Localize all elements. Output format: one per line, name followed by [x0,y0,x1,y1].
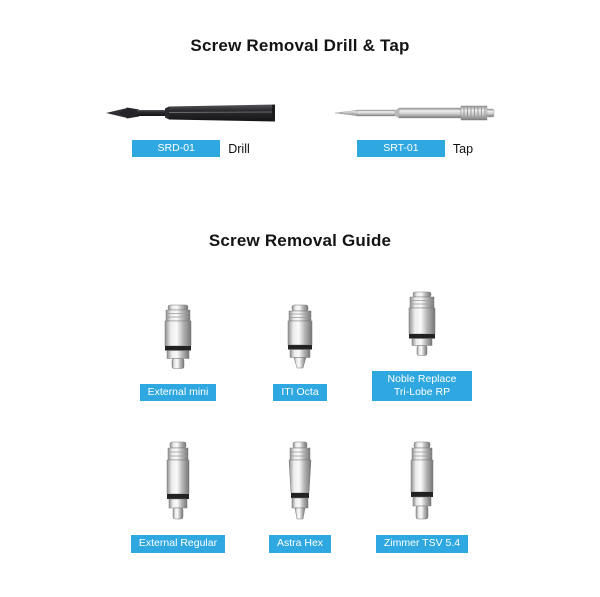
drill-code-badge: SRD-01 [132,140,220,157]
drill-tap-row [0,100,600,157]
guide-item-iti-octa [239,304,361,401]
external-mini-illustration [160,304,196,370]
tap-label: Tap [452,141,474,156]
tap-item [335,100,495,157]
tap-code-badge: SRT-01 [357,140,445,157]
iti-octa-badge: ITI Octa [273,384,326,401]
guide-item-noble-replace [361,291,483,401]
noble-replace-illustration [404,291,440,357]
zimmer-tsv-illustration [406,441,438,521]
astra-hex-illustration [284,441,316,521]
external-regular-badge: External Regular [131,535,225,552]
section-title-drill-tap: Screw Removal Drill & Tap [190,36,410,55]
guide-item-external-regular [117,441,239,552]
guide-row-1 [0,291,600,401]
drill-label: Drill [228,141,250,156]
tap-caption [357,140,473,157]
drill-item [105,100,277,157]
astra-hex-badge: Astra Hex [269,535,331,552]
external-mini-badge: External mini [140,384,217,401]
guide-row-2 [0,441,600,552]
zimmer-tsv-badge: Zimmer TSV 5.4 [376,535,468,552]
section-title-guide: Screw Removal Guide [208,231,392,251]
external-regular-illustration [162,441,194,521]
noble-replace-badge: Noble Replace Tri-Lobe RP [372,371,472,401]
drill-illustration [105,100,277,126]
drill-caption [132,140,250,157]
tap-illustration [335,100,495,126]
guide-item-zimmer-tsv [361,441,483,552]
iti-octa-illustration [282,304,318,370]
guide-item-astra-hex [239,441,361,552]
guide-item-external-mini [117,304,239,401]
